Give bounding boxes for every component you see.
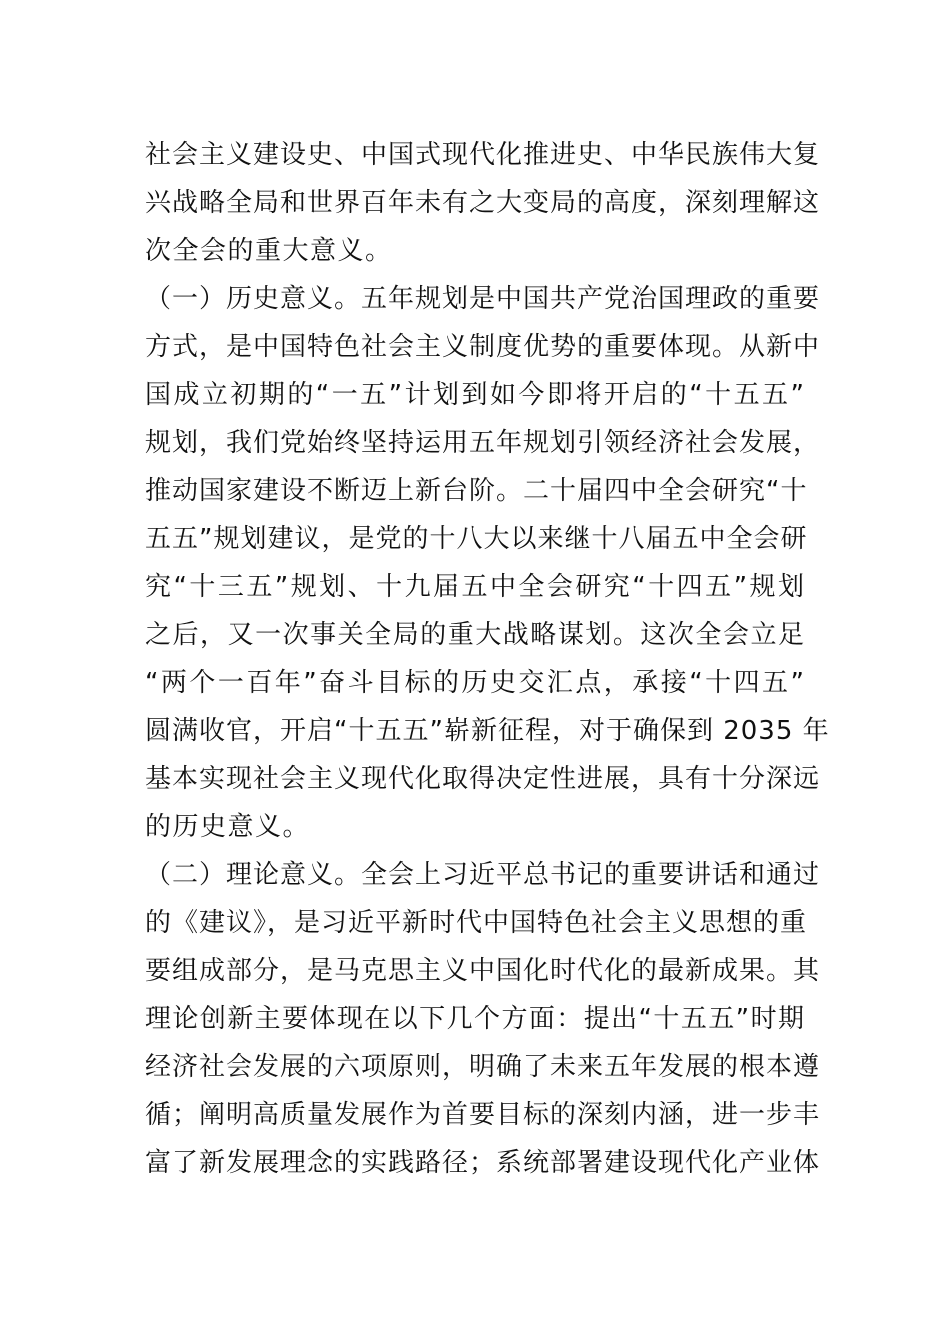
text-line: 社会主义建设史、中国式现代化推进史、中华民族伟大复 <box>145 140 821 170</box>
text-line: 次全会的重大意义。 <box>145 236 393 266</box>
text-line: 方式，是中国特色社会主义制度优势的重要体现。从新中 <box>145 332 821 362</box>
text-line: 圆满收官，开启“十五五”崭新征程，对于确保到 2035 年 <box>145 716 830 746</box>
text-line: 兴战略全局和世界百年未有之大变局的高度，深刻理解这 <box>145 188 821 218</box>
text-line: 的《建议》，是习近平新时代中国特色社会主义思想的重 <box>145 908 808 938</box>
text-line: 推动国家建设不断迈上新台阶。二十届四中全会研究“十 <box>145 476 808 506</box>
text-line: 究“十三五”规划、十九届五中全会研究“十四五”规划 <box>145 572 805 602</box>
text-line: 循；阐明高质量发展作为首要目标的深刻内涵，进一步丰 <box>145 1100 821 1130</box>
text-line: “两个一百年”奋斗目标的历史交汇点，承接“十四五” <box>145 668 805 698</box>
text-line: 富了新发展理念的实践路径；系统部署建设现代化产业体 <box>145 1148 821 1178</box>
text-line: 经济社会发展的六项原则，明确了未来五年发展的根本遵 <box>145 1052 821 1082</box>
text-line: 理论创新主要体现在以下几个方面：提出“十五五”时期 <box>145 1004 805 1034</box>
text-line: 的历史意义。 <box>145 812 311 842</box>
text-line: 国成立初期的“一五”计划到如今即将开启的“十五五” <box>145 380 805 410</box>
document-body <box>145 131 830 1187</box>
text-line: 之后，又一次事关全局的重大战略谋划。这次全会立足 <box>145 620 805 650</box>
text-line: 五五”规划建议，是党的十八大以来继十八届五中全会研 <box>145 524 808 554</box>
text-line: 规划，我们党始终坚持运用五年规划引领经济社会发展， <box>145 428 821 458</box>
text-line: （二）理论意义。全会上习近平总书记的重要讲话和通过 <box>145 860 821 890</box>
text-line: 要组成部分，是马克思主义中国化时代化的最新成果。其 <box>145 956 821 986</box>
text-line: 基本实现社会主义现代化取得决定性进展，具有十分深远 <box>145 764 821 794</box>
text-line: （一）历史意义。五年规划是中国共产党治国理政的重要 <box>145 284 821 314</box>
